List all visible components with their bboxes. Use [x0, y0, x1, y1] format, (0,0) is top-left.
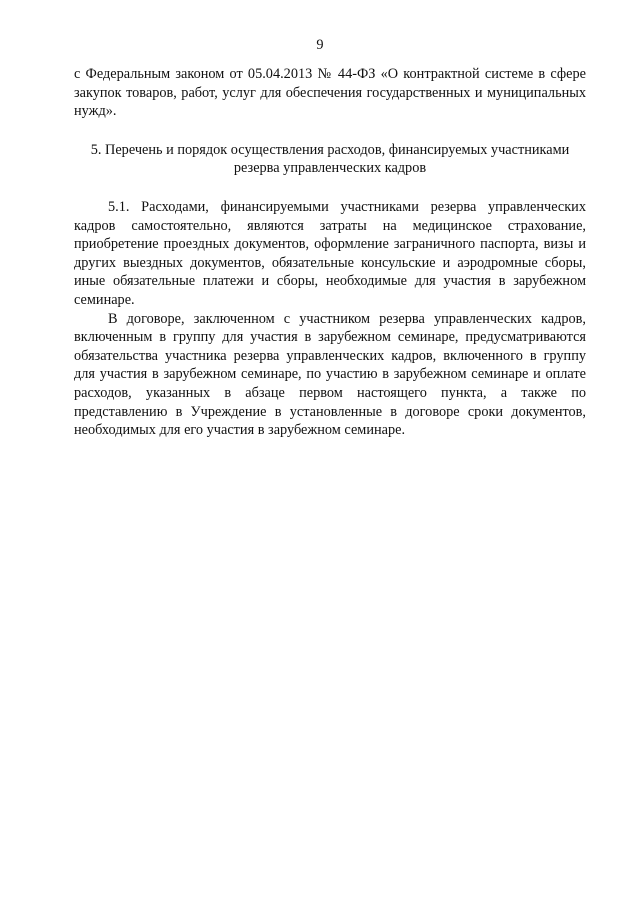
document-body: [74, 65, 586, 440]
section-heading: [74, 141, 586, 178]
page-number: 9: [316, 37, 324, 53]
paragraph-5-1: 5.1. Расходами, финансируемыми участниками резерва управленческих кадров самостоятельно, являются затраты на медицинское страхование, приобретение проездных документов, оформление заграничного паспорта, визы и других выездных документов, обязательные консульские и аэродромные сборы, иные обязательные платежи и сборы, необходимые для участия в зарубежном семинаре.: [74, 198, 586, 308]
section-heading-line-2: резерва управленческих кадров: [233, 160, 427, 177]
paragraph-contract: В договоре, заключенном с участником резерва управленческих кадров, включенным в группу для участия в зарубежном семинаре, предусматриваются обязательства участника резерва управленческих кадров, включенного в группу для участия в зарубежном семинаре, по участию в зарубежном семинаре и оплате расходов, указанных в абзаце первом настоящего пункта, а также по представлению в Учреждение в установленные в договоре сроки документов, необходимых для его участия в зарубежном семинаре.: [74, 310, 586, 439]
intro-paragraph: с Федеральным законом от 05.04.2013 № 44-ФЗ «О контрактной системе в сфере закупок товаров, работ, услуг для обеспечения государственных и муниципальных нужд».: [74, 66, 586, 120]
section-heading-line-1: 5. Перечень и порядок осуществления расходов, финансируемых участниками: [90, 141, 570, 158]
